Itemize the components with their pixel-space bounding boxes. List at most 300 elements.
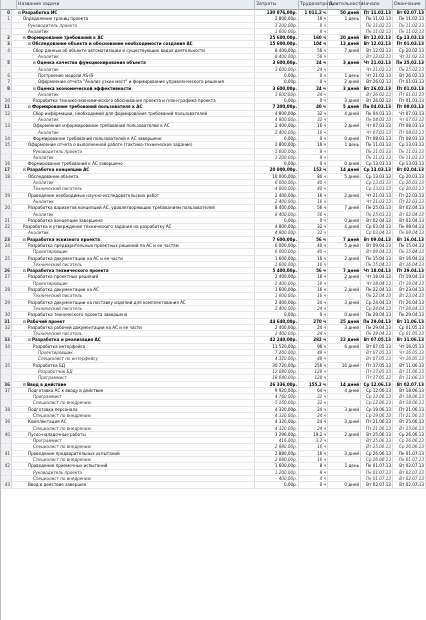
task-name-cell[interactable] (17, 174, 255, 179)
start-cell[interactable]: Вт 07.05.13 (361, 350, 393, 355)
start-cell[interactable]: Пн 01.07.13 (361, 463, 393, 468)
row-id-cell[interactable] (1, 180, 12, 185)
task-name-cell[interactable] (17, 237, 255, 242)
task-name-cell[interactable] (17, 463, 255, 468)
work-cell[interactable]: 155,2 ч (299, 382, 328, 387)
row-id-cell[interactable] (1, 29, 12, 34)
cost-cell[interactable]: 2 400,00р. (255, 325, 299, 330)
cost-cell[interactable]: 2 880,00р. (255, 444, 299, 449)
row-id-cell[interactable]: 22 (1, 224, 12, 229)
work-cell[interactable]: 64 ч (299, 388, 328, 393)
cost-cell[interactable]: 7 600,00р. (255, 237, 299, 242)
work-cell[interactable]: 16 ч (299, 444, 328, 449)
work-cell[interactable]: 56 ч (299, 205, 328, 210)
task-name-cell[interactable] (17, 325, 255, 330)
row-id-cell[interactable]: 27 (1, 274, 12, 279)
cost-cell[interactable]: 0,00р. (255, 136, 299, 141)
task-name-cell[interactable] (17, 10, 255, 15)
task-name-cell[interactable] (17, 104, 255, 109)
cost-cell[interactable]: 2 400,00р. (255, 199, 299, 204)
duration-cell[interactable] (328, 470, 361, 475)
start-cell[interactable]: Вт 07.05.13 (361, 356, 393, 361)
start-cell[interactable]: Ср 12.06.13 (361, 388, 393, 393)
row-id-cell[interactable]: 34 (1, 344, 12, 349)
finish-cell[interactable]: Пт 29.04.13 (393, 268, 426, 273)
column-header-work[interactable]: Трудозатраты (299, 0, 328, 10)
work-cell[interactable]: 24 ч (299, 419, 328, 424)
duration-cell[interactable] (328, 306, 361, 311)
row-id-cell[interactable]: 33 (1, 337, 12, 342)
duration-cell[interactable] (328, 67, 361, 72)
cost-cell[interactable]: 3 600,00р. (255, 92, 299, 97)
start-cell[interactable]: Вт 09.04.13 (361, 249, 393, 254)
row-id-cell[interactable]: 4 (1, 48, 12, 53)
duration-cell[interactable]: 7 дней (328, 268, 361, 273)
row-id-cell[interactable]: 28 (1, 287, 12, 292)
finish-cell[interactable]: Пн 11.02.13 (393, 29, 426, 34)
work-cell[interactable]: 24 ч (299, 67, 328, 72)
task-name-cell[interactable] (17, 438, 255, 443)
row-id-cell[interactable]: 26 (1, 268, 12, 273)
work-cell[interactable]: 40 ч (299, 104, 328, 109)
row-id-cell[interactable]: 5 (1, 60, 12, 65)
start-cell[interactable]: Чт 18.04.13 (361, 268, 393, 273)
start-cell[interactable]: Пн 11.02.13 (361, 23, 393, 28)
finish-cell[interactable]: Вт 11.06.13 (393, 363, 426, 368)
work-cell[interactable]: 8 ч (299, 29, 328, 34)
duration-cell[interactable] (328, 281, 361, 286)
task-name-cell[interactable] (17, 35, 255, 40)
work-cell[interactable]: 56 ч (299, 237, 328, 242)
task-name-cell[interactable] (17, 382, 255, 387)
duration-cell[interactable] (328, 23, 361, 28)
collapse-toggle-icon[interactable]: ⊟ (18, 11, 22, 15)
work-cell[interactable]: 0 ч (299, 98, 328, 103)
row-id-cell[interactable] (1, 306, 12, 311)
work-cell[interactable]: 282 ч (299, 337, 328, 342)
work-cell[interactable]: 48 ч (299, 350, 328, 355)
start-cell[interactable]: Чт 07.03.13 (361, 123, 393, 128)
start-cell[interactable]: Вт 26.02.13 (361, 92, 393, 97)
finish-cell[interactable]: Пн 11.03.13 (393, 155, 426, 160)
start-cell[interactable]: Чт 18.04.13 (361, 274, 393, 279)
row-id-cell[interactable]: 39 (1, 419, 12, 424)
cost-cell[interactable]: 2 400,00р. (255, 306, 299, 311)
start-cell[interactable]: Пн 22.04.13 (361, 293, 393, 298)
column-header-finish[interactable]: Окончание (393, 0, 426, 10)
start-cell[interactable]: Ср 12.06.13 (361, 394, 393, 399)
start-cell[interactable]: Ср 12.06.13 (361, 400, 393, 405)
task-name-cell[interactable] (17, 136, 255, 141)
row-id-cell[interactable]: 17 (1, 167, 12, 172)
finish-cell[interactable]: Ср 01.05.13 (393, 325, 426, 330)
duration-cell[interactable]: 0 дней (328, 312, 361, 317)
task-name-cell[interactable] (17, 319, 255, 324)
row-id-cell[interactable] (1, 293, 12, 298)
cost-cell[interactable]: 2 400,00р. (255, 281, 299, 286)
cost-cell[interactable]: 0,00р. (255, 98, 299, 103)
work-cell[interactable]: 40 ч (299, 180, 328, 185)
task-name-cell[interactable] (17, 98, 255, 103)
row-id-cell[interactable]: 3 (1, 41, 12, 46)
cost-cell[interactable]: 2 400,00р. (255, 193, 299, 198)
start-cell[interactable]: Пн 04.03.13 (361, 104, 393, 109)
cost-cell[interactable]: 1 600,00р. (255, 463, 299, 468)
duration-cell[interactable]: 2 дней (328, 287, 361, 292)
start-cell[interactable]: Ср 13.03.13 (361, 167, 393, 172)
collapse-toggle-icon[interactable]: ⊟ (23, 237, 27, 242)
duration-cell[interactable] (328, 293, 361, 298)
start-cell[interactable]: Ср 03.04.13 (361, 230, 393, 235)
task-name-cell[interactable] (17, 457, 255, 462)
task-name-cell[interactable] (17, 394, 255, 399)
collapse-toggle-icon[interactable]: ⊟ (23, 269, 27, 274)
finish-cell[interactable]: Пт 01.03.13 (393, 79, 426, 84)
finish-cell[interactable]: Вт 16.04.13 (393, 237, 426, 242)
collapse-toggle-icon[interactable]: ⊟ (28, 105, 32, 110)
duration-cell[interactable]: 3 дней (328, 451, 361, 456)
finish-cell[interactable]: Вт 02.07.13 (393, 476, 426, 481)
cost-cell[interactable]: 12 080,00р. (255, 369, 299, 374)
work-cell[interactable]: 56 ч (299, 48, 328, 53)
duration-cell[interactable] (328, 230, 361, 235)
start-cell[interactable]: Вт 02.04.13 (361, 218, 393, 223)
row-id-cell[interactable] (1, 426, 12, 431)
work-cell[interactable]: 16 ч (299, 293, 328, 298)
row-id-cell[interactable] (1, 444, 12, 449)
cost-cell[interactable]: 4 800,00р. (255, 230, 299, 235)
start-cell[interactable]: Ср 12.06.13 (361, 382, 393, 387)
duration-cell[interactable]: 22 дней (328, 337, 361, 342)
task-name-cell[interactable] (17, 54, 255, 59)
work-cell[interactable]: 0 ч (299, 482, 328, 487)
cost-cell[interactable]: 1 200,00р. (255, 23, 299, 28)
finish-cell[interactable]: Вт 02.07.13 (393, 463, 426, 468)
work-cell[interactable]: 152 ч (299, 167, 328, 172)
task-name-cell[interactable] (17, 312, 255, 317)
start-cell[interactable]: Чт 21.03.13 (361, 193, 393, 198)
cost-cell[interactable]: 2 880,00р. (255, 457, 299, 462)
finish-cell[interactable]: Ср 20.03.13 (393, 186, 426, 191)
cost-cell[interactable]: 1 600,00р. (255, 29, 299, 34)
finish-cell[interactable]: Вт 18.06.13 (393, 388, 426, 393)
duration-cell[interactable]: 2 дней (328, 256, 361, 261)
start-cell[interactable]: Вт 25.06.13 (361, 432, 393, 437)
finish-cell[interactable]: Пн 11.02.13 (393, 16, 426, 21)
finish-cell[interactable]: Ср 20.03.13 (393, 174, 426, 179)
cost-cell[interactable]: 0,00р. (255, 482, 299, 487)
finish-cell[interactable]: Пт 08.03.13 (393, 123, 426, 128)
duration-cell[interactable]: 50 дней (328, 10, 361, 15)
start-cell[interactable]: Ср 26.06.13 (361, 451, 393, 456)
start-cell[interactable]: Пт 21.06.13 (361, 419, 393, 424)
cost-cell[interactable]: 7 200,00р. (255, 104, 299, 109)
row-id-cell[interactable] (1, 67, 12, 72)
row-id-cell[interactable] (1, 92, 12, 97)
column-header-cost[interactable]: Затраты (255, 0, 299, 10)
duration-cell[interactable]: 0 дней (328, 161, 361, 166)
finish-cell[interactable]: Чт 07.03.13 (393, 117, 426, 122)
row-id-cell[interactable]: 12 (1, 111, 12, 116)
finish-cell[interactable]: Пн 01.07.13 (393, 457, 426, 462)
task-name-cell[interactable] (17, 470, 255, 475)
cost-cell[interactable]: 6 000,00р. (255, 180, 299, 185)
work-cell[interactable]: 0 ч (299, 161, 328, 166)
start-cell[interactable]: Вт 02.07.13 (361, 482, 393, 487)
cost-cell[interactable]: 44 640,00р. (255, 319, 299, 324)
start-cell[interactable]: Пн 04.03.13 (361, 117, 393, 122)
work-cell[interactable]: 24 ч (299, 325, 328, 330)
work-cell[interactable]: 32 ч (299, 117, 328, 122)
task-name-cell[interactable] (17, 476, 255, 481)
start-cell[interactable]: Ср 19.06.13 (361, 413, 393, 418)
cost-cell[interactable]: 25 600,00р. (255, 35, 299, 40)
task-name-cell[interactable] (17, 293, 255, 298)
duration-cell[interactable]: 4 дней (328, 224, 361, 229)
finish-cell[interactable]: Пт 08.03.13 (393, 136, 426, 141)
cost-cell[interactable]: 8 400,00р. (255, 205, 299, 210)
finish-cell[interactable]: Вт 02.04.13 (393, 212, 426, 217)
task-name-cell[interactable] (17, 230, 255, 235)
work-cell[interactable]: 0 ч (299, 73, 328, 78)
task-name-cell[interactable] (17, 111, 255, 116)
row-id-cell[interactable] (1, 438, 12, 443)
row-id-cell[interactable] (1, 400, 12, 405)
work-cell[interactable]: 24 ч (299, 60, 328, 65)
finish-cell[interactable]: Вт 02.07.13 (393, 470, 426, 475)
finish-cell[interactable]: Ср 13.03.13 (393, 142, 426, 147)
start-cell[interactable]: Пн 11.02.13 (361, 16, 393, 21)
finish-cell[interactable]: Вт 02.04.13 (393, 205, 426, 210)
finish-cell[interactable]: Ср 01.05.13 (393, 331, 426, 336)
row-id-cell[interactable]: 36 (1, 382, 12, 387)
duration-cell[interactable]: 1 день (328, 73, 361, 78)
finish-cell[interactable]: Вт 11.06.13 (393, 319, 426, 324)
cost-cell[interactable]: 0,00р. (255, 79, 299, 84)
finish-cell[interactable]: Вт 23.04.13 (393, 293, 426, 298)
start-cell[interactable]: Пн 29.04.13 (361, 319, 393, 324)
duration-cell[interactable] (328, 444, 361, 449)
duration-cell[interactable]: 3 дней (328, 407, 361, 412)
task-name-cell[interactable] (17, 41, 255, 46)
task-name-cell[interactable] (17, 186, 255, 191)
finish-cell[interactable]: Пн 29.04.13 (393, 312, 426, 317)
duration-cell[interactable] (328, 476, 361, 481)
duration-cell[interactable] (328, 394, 361, 399)
task-name-cell[interactable] (17, 29, 255, 34)
collapse-toggle-icon[interactable]: ⊟ (28, 338, 32, 343)
finish-cell[interactable]: Пт 22.03.13 (393, 199, 426, 204)
start-cell[interactable]: Чт 21.02.13 (361, 73, 393, 78)
row-id-cell[interactable]: 37 (1, 388, 12, 393)
cost-cell[interactable]: 1 200,00р. (255, 155, 299, 160)
duration-cell[interactable] (328, 457, 361, 462)
duration-cell[interactable]: 14 дней (328, 167, 361, 172)
duration-cell[interactable]: 2 дней (328, 193, 361, 198)
duration-cell[interactable]: 5 дней (328, 243, 361, 248)
work-cell[interactable]: 104 ч (299, 41, 328, 46)
row-id-cell[interactable]: 11 (1, 104, 12, 109)
cost-cell[interactable]: 416,00р. (255, 438, 299, 443)
finish-cell[interactable]: Пт 08.03.13 (393, 130, 426, 135)
start-cell[interactable]: Ср 13.03.13 (361, 180, 393, 185)
row-id-cell[interactable]: 18 (1, 174, 12, 179)
task-name-cell[interactable] (17, 67, 255, 72)
task-name-cell[interactable] (17, 48, 255, 53)
start-cell[interactable]: Чт 18.04.13 (361, 281, 393, 286)
row-id-cell[interactable]: 31 (1, 319, 12, 324)
duration-cell[interactable]: 3 дней (328, 60, 361, 65)
duration-cell[interactable]: 5 дней (328, 174, 361, 179)
duration-cell[interactable]: 3 дней (328, 86, 361, 91)
column-header-task-name[interactable]: Название задачи (17, 0, 255, 10)
work-cell[interactable]: 48 ч (299, 356, 328, 361)
start-cell[interactable]: Пн 15.04.13 (361, 262, 393, 267)
finish-cell[interactable]: Ср 26.06.13 (393, 432, 426, 437)
task-name-cell[interactable] (17, 444, 255, 449)
cost-cell[interactable]: 1 200,00р. (255, 470, 299, 475)
task-name-cell[interactable] (17, 337, 255, 342)
finish-cell[interactable]: Ср 13.03.13 (393, 35, 426, 40)
row-id-cell[interactable]: 8 (1, 86, 12, 91)
cost-cell[interactable]: 2 800,00р. (255, 16, 299, 21)
start-cell[interactable]: Пн 11.02.13 (361, 29, 393, 34)
row-id-cell[interactable] (1, 262, 12, 267)
duration-cell[interactable] (328, 180, 361, 185)
start-cell[interactable]: Пт 11.02.13 (361, 10, 393, 15)
start-cell[interactable]: Пн 04.03.13 (361, 111, 393, 116)
task-name-cell[interactable] (17, 363, 255, 368)
cost-cell[interactable]: 42 240,00р. (255, 337, 299, 342)
start-cell[interactable]: Ср 13.03.13 (361, 174, 393, 179)
duration-cell[interactable] (328, 212, 361, 217)
task-name-cell[interactable] (17, 218, 255, 223)
finish-cell[interactable]: Чт 16.05.13 (393, 356, 426, 361)
cost-cell[interactable]: 7 200,00р. (255, 350, 299, 355)
cost-cell[interactable]: 10 000,00р. (255, 174, 299, 179)
work-cell[interactable]: 80 ч (299, 174, 328, 179)
row-id-cell[interactable]: 29 (1, 300, 12, 305)
work-cell[interactable]: 270 ч (299, 319, 328, 324)
cost-cell[interactable]: 1 600,00р. (255, 149, 299, 154)
work-cell[interactable]: 160 ч (299, 35, 328, 40)
row-id-cell[interactable]: 19 (1, 193, 12, 198)
start-cell[interactable]: Вт 12.02.13 (361, 48, 393, 53)
duration-cell[interactable]: 25 дней (328, 319, 361, 324)
cost-cell[interactable]: 9 920,00р. (255, 388, 299, 393)
cost-cell[interactable]: 11 520,00р. (255, 344, 299, 349)
cost-cell[interactable]: 0,00р. (255, 161, 299, 166)
task-name-cell[interactable] (17, 60, 255, 65)
row-id-cell[interactable]: 0 (1, 10, 12, 15)
finish-cell[interactable]: Вт 11.06.13 (393, 369, 426, 374)
finish-cell[interactable]: Вт 26.02.13 (393, 73, 426, 78)
work-cell[interactable]: 16 ч (299, 256, 328, 261)
finish-cell[interactable]: Вт 11.06.13 (393, 337, 426, 342)
duration-cell[interactable]: 3 дней (328, 300, 361, 305)
finish-cell[interactable]: Пт 08.03.13 (393, 104, 426, 109)
finish-cell[interactable]: Ср 13.03.13 (393, 161, 426, 166)
cost-cell[interactable]: 4 800,00р. (255, 224, 299, 229)
duration-cell[interactable]: 4 дней (328, 111, 361, 116)
row-id-cell[interactable] (1, 23, 12, 28)
finish-cell[interactable]: Пт 26.04.13 (393, 306, 426, 311)
work-cell[interactable]: 1 011,2 ч (299, 10, 328, 15)
cost-cell[interactable]: 3 600,00р. (255, 86, 299, 91)
cost-cell[interactable]: 1 600,00р. (255, 287, 299, 292)
duration-cell[interactable]: 0 дней (328, 136, 361, 141)
cost-cell[interactable]: 2 800,00р. (255, 142, 299, 147)
work-cell[interactable]: 128 ч (299, 375, 328, 380)
cost-cell[interactable]: 1 600,00р. (255, 293, 299, 298)
cost-cell[interactable]: 5 400,00р. (255, 268, 299, 273)
finish-cell[interactable]: Пн 25.02.13 (393, 60, 426, 65)
work-cell[interactable]: 0 ч (299, 218, 328, 223)
task-name-cell[interactable] (17, 482, 255, 487)
collapse-toggle-icon[interactable]: ⊟ (33, 86, 37, 91)
start-cell[interactable]: Вт 25.06.13 (361, 444, 393, 449)
cost-cell[interactable]: 4 320,00р. (255, 419, 299, 424)
row-id-cell[interactable] (1, 230, 12, 235)
finish-cell[interactable]: Пн 01.07.13 (393, 451, 426, 456)
start-cell[interactable]: Пн 11.03.13 (361, 155, 393, 160)
start-cell[interactable]: Пт 08.03.13 (361, 136, 393, 141)
row-id-cell[interactable] (1, 413, 12, 418)
collapse-toggle-icon[interactable]: ⊟ (33, 61, 37, 66)
collapse-toggle-icon[interactable]: ⊟ (23, 382, 27, 387)
start-cell[interactable]: Ср 26.06.13 (361, 457, 393, 462)
row-id-cell[interactable]: 32 (1, 325, 12, 330)
duration-cell[interactable] (328, 375, 361, 380)
finish-cell[interactable]: Чт 21.02.13 (393, 54, 426, 59)
cost-cell[interactable]: 400,00р. (255, 476, 299, 481)
duration-cell[interactable]: 1 день (328, 463, 361, 468)
cost-cell[interactable]: 5 160,00р. (255, 400, 299, 405)
work-cell[interactable]: 16 ч (299, 281, 328, 286)
duration-cell[interactable]: 20 дней (328, 35, 361, 40)
start-cell[interactable]: Вт 09.04.13 (361, 243, 393, 248)
row-id-cell[interactable] (1, 394, 12, 399)
finish-cell[interactable]: Пт 01.03.13 (393, 92, 426, 97)
row-id-cell[interactable] (1, 149, 12, 154)
collapse-toggle-icon[interactable]: ⊟ (23, 36, 27, 41)
collapse-toggle-icon[interactable]: ⊟ (23, 319, 27, 324)
task-name-cell[interactable] (17, 356, 255, 361)
start-cell[interactable]: Вт 12.02.13 (361, 35, 393, 40)
duration-cell[interactable] (328, 413, 361, 418)
cost-cell[interactable]: 3 600,00р. (255, 67, 299, 72)
task-name-cell[interactable] (17, 274, 255, 279)
work-cell[interactable]: 8 ч (299, 149, 328, 154)
finish-cell[interactable]: Пт 01.03.13 (393, 41, 426, 46)
task-name-cell[interactable] (17, 130, 255, 135)
work-cell[interactable]: 0 ч (299, 79, 328, 84)
start-cell[interactable]: Пн 29.04.13 (361, 331, 393, 336)
work-cell[interactable]: 8 ч (299, 155, 328, 160)
start-cell[interactable]: Пн 11.03.13 (361, 142, 393, 147)
finish-cell[interactable]: Пн 15.04.13 (393, 249, 426, 254)
start-cell[interactable]: Вт 26.02.13 (361, 86, 393, 91)
row-id-cell[interactable]: 10 (1, 98, 12, 103)
work-cell[interactable]: 96 ч (299, 344, 328, 349)
finish-cell[interactable]: Чт 16.05.13 (393, 350, 426, 355)
finish-cell[interactable]: Чт 07.03.13 (393, 111, 426, 116)
start-cell[interactable]: Вт 26.02.13 (361, 79, 393, 84)
row-id-cell[interactable] (1, 186, 12, 191)
work-cell[interactable]: 16 ч (299, 130, 328, 135)
duration-cell[interactable]: 2 дней (328, 274, 361, 279)
cost-cell[interactable]: 2 400,00р. (255, 300, 299, 305)
